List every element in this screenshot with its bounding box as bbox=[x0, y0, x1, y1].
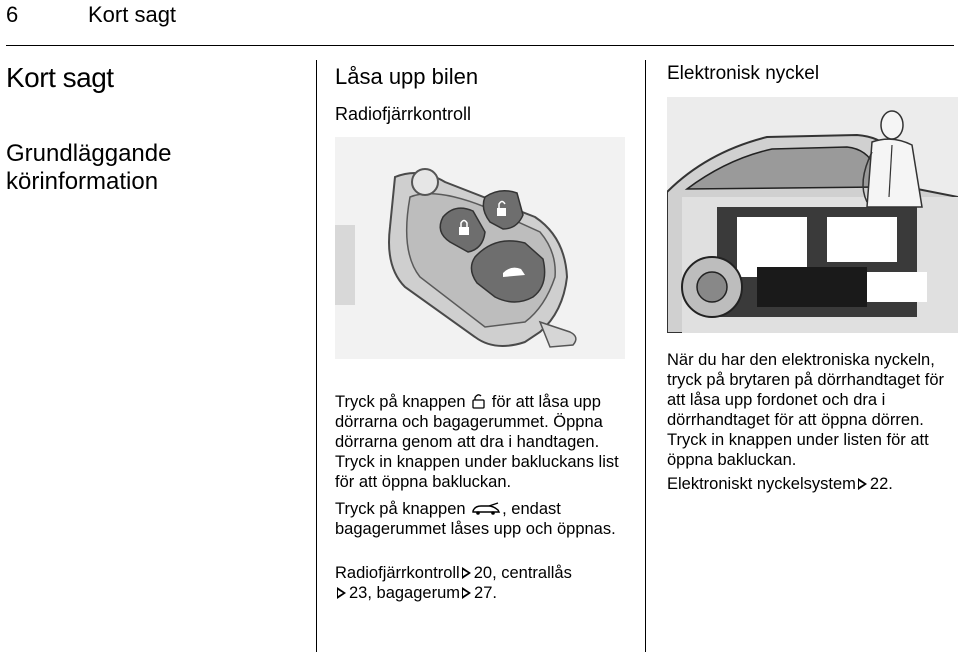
key-fob-illustration bbox=[335, 137, 625, 359]
sidebar-subtitle: Grundläggande körinformation bbox=[6, 140, 172, 195]
right-reference bbox=[667, 474, 959, 494]
car-door-illustration bbox=[667, 97, 958, 333]
right-ref-page[interactable]: 22. bbox=[869, 475, 893, 493]
page-reference-arrow-icon bbox=[462, 567, 471, 579]
p1-after: för att låsa upp dörrarna och bagagerummet. Öppna dörrarna genom att dra i handtagen. Tryck in knappen under bakluckans list för att öppna bakluckan. bbox=[335, 393, 619, 491]
page-reference-arrow-icon bbox=[462, 587, 471, 599]
sidebar-title: Kort sagt bbox=[6, 62, 114, 93]
key-fob-svg bbox=[335, 137, 625, 359]
unlock-icon bbox=[472, 393, 485, 409]
column-divider-right bbox=[645, 60, 646, 652]
column-divider-left bbox=[316, 60, 317, 652]
page-reference-arrow-icon bbox=[858, 478, 867, 490]
ref2-page[interactable]: 23 bbox=[349, 584, 368, 602]
section-subtitle: Radiofjärrkontroll bbox=[335, 104, 472, 124]
fob-paragraph-1 bbox=[335, 392, 625, 492]
p2-after: , endast bagagerummet låses upp och öppnas. bbox=[335, 500, 616, 538]
section-title: Låsa upp bilen bbox=[335, 64, 479, 89]
right-section-title: Elektronisk nyckel bbox=[667, 63, 820, 84]
car-door-svg bbox=[667, 97, 958, 333]
fob-references bbox=[335, 563, 625, 603]
header-divider bbox=[6, 45, 954, 46]
page-number: 6 bbox=[6, 2, 19, 27]
fob-paragraph-2 bbox=[335, 499, 625, 539]
ref-sep2: , bagagerum bbox=[367, 584, 461, 602]
ref1-page[interactable]: 20 bbox=[473, 564, 493, 582]
car-trunk-icon bbox=[471, 502, 501, 516]
running-title: Kort sagt bbox=[88, 2, 177, 27]
ref1-label: Radiofjärrkontroll bbox=[335, 564, 460, 582]
page-reference-arrow-icon bbox=[337, 587, 346, 599]
right-ref-label: Elektroniskt nyckelsystem bbox=[667, 475, 856, 493]
ref-sep1: , centrallås bbox=[492, 564, 572, 582]
ref3-page[interactable]: 27. bbox=[474, 584, 497, 602]
p1-before: Tryck på knappen bbox=[335, 393, 466, 411]
right-paragraph: När du har den elektroniska nyckeln, tryck på brytaren på dörrhandtaget för att låsa upp fordonet och dra i dörrhandtaget för att öppna dörren. Tryck in knappen under listen för att öppna bakluckan. bbox=[667, 351, 944, 469]
p2-before: Tryck på knappen bbox=[335, 500, 466, 518]
